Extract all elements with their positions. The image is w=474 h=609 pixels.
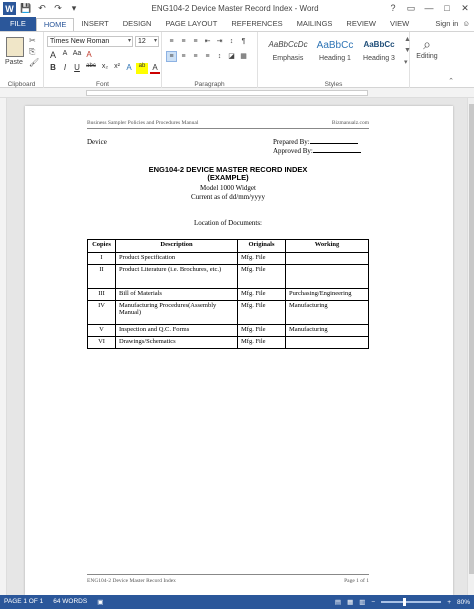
grow-font-icon[interactable]: A	[49, 50, 56, 60]
binoculars-icon: ⌕	[423, 36, 431, 52]
cell-copies: II	[88, 265, 116, 289]
header-right: Bizmanualz.com	[331, 120, 369, 126]
font-label: Font	[95, 81, 109, 88]
cell-originals: Mfg. File	[238, 253, 286, 265]
cell-copies: III	[88, 289, 116, 301]
header-left: Business Sampler Policies and Procedures Manual	[87, 120, 199, 126]
editing-button[interactable]	[412, 36, 442, 60]
table-row	[88, 289, 369, 301]
document-page[interactable]	[25, 106, 453, 595]
ribbon-display-button[interactable]: ▭	[406, 3, 416, 13]
redo-icon[interactable]: ↷	[54, 3, 62, 13]
document-workspace[interactable]	[7, 98, 467, 595]
align-right-icon[interactable]: ≡	[193, 53, 198, 60]
word-logo-icon: W	[3, 2, 16, 15]
cell-originals: Mfg. File	[238, 325, 286, 337]
tab-design[interactable]: DESIGN	[122, 19, 152, 28]
header-divider	[87, 128, 369, 129]
cell-description: Manufacturing Procedures(Assembly Manual)	[116, 301, 238, 325]
maximize-button[interactable]: □	[444, 3, 450, 13]
more-styles-icon[interactable]: ▾	[404, 59, 408, 66]
close-button[interactable]: ✕	[461, 3, 469, 13]
bullets-icon[interactable]: ≡	[169, 38, 174, 45]
paragraph-label: Paragraph	[194, 81, 225, 88]
tab-view[interactable]: VIEW	[390, 19, 410, 28]
device-label: Device	[87, 138, 107, 146]
align-left-icon[interactable]: ≡	[167, 52, 176, 61]
chevron-down-icon[interactable]: ▼	[404, 47, 411, 54]
cell-working: Manufacturing	[286, 325, 369, 337]
undo-icon[interactable]: ↶	[38, 3, 46, 13]
paragraph-row-1	[167, 37, 248, 46]
header-copies: Copies	[88, 240, 116, 253]
header-working: Working	[286, 240, 369, 253]
show-marks-icon[interactable]: ¶	[241, 38, 246, 45]
justify-icon[interactable]: ≡	[205, 53, 210, 60]
model-line: Model 1000 Widget	[200, 184, 256, 192]
style-name: Heading 1	[319, 55, 351, 62]
superscript-button[interactable]: x²	[114, 63, 120, 70]
sort-icon[interactable]: ↕	[229, 38, 234, 45]
scrollbar-thumb[interactable]	[469, 104, 474, 574]
cell-working	[286, 253, 369, 265]
cell-originals: Mfg. File	[238, 265, 286, 289]
editing-label: Editing	[416, 53, 438, 60]
zoom-out-icon[interactable]: −	[371, 598, 376, 606]
font-row-1	[48, 50, 94, 60]
highlight-icon[interactable]: ab	[136, 63, 148, 74]
cell-originals: Mfg. File	[238, 301, 286, 325]
status-left	[0, 598, 103, 606]
paste-icon[interactable]	[6, 37, 24, 57]
print-layout-icon[interactable]: ▦	[347, 599, 354, 606]
tab-home[interactable]: HOME	[36, 18, 75, 31]
zoom-slider[interactable]	[381, 601, 441, 603]
numbering-icon[interactable]: ≡	[181, 38, 186, 45]
style-name: Emphasis	[272, 55, 304, 62]
zoom-slider-thumb[interactable]	[403, 598, 406, 606]
status-bar	[0, 595, 474, 609]
style-sample: AaBbCcDc	[268, 40, 308, 49]
paragraph-group	[162, 32, 258, 89]
header-originals: Originals	[238, 240, 286, 253]
multilevel-list-icon[interactable]: ≡	[193, 38, 198, 45]
footer-divider	[87, 574, 369, 575]
italic-button[interactable]: I	[63, 63, 67, 72]
quick-access-toolbar	[0, 0, 80, 17]
tab-references[interactable]: REFERENCES	[231, 19, 283, 28]
status-right	[335, 598, 470, 606]
tab-file[interactable]: FILE	[0, 17, 36, 31]
underline-button[interactable]: U	[74, 63, 80, 72]
footer-left: ENG104-2 Device Master Record Index	[87, 578, 176, 584]
cell-description: Inspection and Q.C. Forms	[116, 325, 238, 337]
font-color-icon[interactable]: A	[150, 63, 160, 74]
cell-working	[286, 265, 369, 289]
ribbon	[0, 31, 474, 88]
approved-by-label: Approved By:	[273, 147, 313, 155]
title-bar	[0, 0, 474, 17]
style-sample: AaBbCc	[363, 40, 395, 49]
prepared-by-line	[273, 138, 369, 146]
page-count[interactable]: PAGE 1 OF 1	[4, 598, 44, 605]
cell-description: Product Literature (i.e. Brochures, etc.)	[116, 265, 238, 289]
table-row	[88, 301, 369, 325]
location-heading: Location of Documents:	[193, 219, 263, 227]
font-size-select[interactable]	[135, 36, 159, 47]
clipboard-group	[0, 32, 44, 89]
ribbon-tabs	[0, 17, 474, 31]
document-title: ENG104-2 DEVICE MASTER RECORD INDEX	[148, 165, 308, 174]
chevron-down-icon: ▾	[153, 38, 157, 44]
cell-working: Purchasing/Engineering	[286, 289, 369, 301]
window-title: ENG104-2 Device Master Record Index - Word	[151, 4, 319, 13]
footer-right: Page 1 of 1	[344, 578, 369, 584]
style-heading-1[interactable]	[314, 36, 356, 74]
bold-button[interactable]: B	[50, 63, 56, 72]
cell-working	[286, 337, 369, 349]
help-button[interactable]: ?	[390, 3, 396, 13]
clear-formatting-icon[interactable]: A	[86, 50, 92, 59]
current-as-of-line: Current as of dd/mm/yyyy	[190, 193, 266, 201]
documents-table	[87, 239, 369, 349]
font-family-select[interactable]	[47, 36, 133, 47]
proofing-icon[interactable]: ▣	[97, 599, 104, 606]
approved-by-line	[273, 147, 369, 155]
ruler-text-area	[86, 90, 368, 96]
horizontal-ruler[interactable]	[0, 88, 474, 98]
signature-line	[313, 147, 361, 153]
align-center-icon[interactable]: ≡	[181, 53, 186, 60]
clipboard-label: Clipboard	[7, 81, 36, 88]
signature-line	[310, 138, 358, 144]
minimize-button[interactable]: —	[424, 3, 434, 13]
table-row	[88, 337, 369, 349]
web-layout-icon[interactable]: ▥	[359, 599, 366, 606]
cell-copies: VI	[88, 337, 116, 349]
font-family-value: Times New Roman	[50, 38, 110, 45]
sign-in-label: Sign in	[435, 19, 459, 28]
increase-indent-icon[interactable]: ⇥	[216, 38, 223, 45]
table-row	[88, 253, 369, 265]
sign-in-link[interactable]	[435, 17, 470, 31]
style-heading-3[interactable]	[358, 36, 400, 74]
copy-icon[interactable]: ⎘	[29, 47, 36, 56]
tab-insert[interactable]: INSERT	[81, 19, 109, 28]
cell-copies: I	[88, 253, 116, 265]
strikethrough-button[interactable]: abc	[86, 63, 96, 69]
styles-scroll	[404, 36, 411, 66]
cell-originals: Mfg. File	[238, 337, 286, 349]
tab-review[interactable]: REVIEW	[346, 19, 377, 28]
style-sample: AaBbCc	[316, 40, 354, 51]
table-row	[88, 325, 369, 337]
cell-copies: IV	[88, 301, 116, 325]
smiley-icon: ☺	[462, 19, 470, 28]
cell-description: Drawings/Schematics	[116, 337, 238, 349]
table-header-row	[88, 240, 369, 253]
chevron-down-icon: ▾	[127, 38, 131, 44]
read-mode-icon[interactable]: ▤	[334, 599, 342, 606]
styles-group	[258, 32, 410, 89]
collapse-ribbon-icon[interactable]: ⌃	[448, 78, 454, 85]
header-description: Description	[116, 240, 238, 253]
tab-page-layout[interactable]: PAGE LAYOUT	[165, 19, 218, 28]
table-row	[88, 265, 369, 289]
paste-button[interactable]: Paste	[5, 59, 23, 66]
format-painter-icon[interactable]: 🖌	[29, 58, 40, 67]
subscript-button[interactable]: x₂	[101, 63, 109, 70]
vertical-scrollbar[interactable]	[467, 98, 474, 595]
customize-qat-icon[interactable]: ▾	[71, 3, 77, 13]
font-row-2	[48, 63, 160, 74]
style-emphasis[interactable]	[262, 36, 314, 74]
zoom-level[interactable]: 80%	[456, 598, 470, 606]
decrease-indent-icon[interactable]: ⇤	[204, 38, 211, 45]
chevron-up-icon[interactable]: ▲	[404, 36, 411, 43]
font-group	[44, 32, 162, 89]
borders-icon[interactable]: ▦	[240, 53, 247, 60]
line-spacing-icon[interactable]: ↕	[217, 53, 222, 60]
tab-mailings[interactable]: MAILINGS	[296, 19, 333, 28]
word-count[interactable]: 64 WORDS	[53, 598, 88, 605]
cut-icon[interactable]: ✂	[29, 36, 36, 45]
change-case-icon[interactable]: Aa	[72, 50, 82, 57]
vertical-ruler[interactable]	[0, 98, 7, 595]
save-icon[interactable]: 💾	[20, 3, 32, 13]
font-size-value: 12	[138, 38, 146, 45]
shrink-font-icon[interactable]: A	[62, 50, 68, 57]
zoom-in-icon[interactable]: +	[447, 598, 451, 606]
cell-originals: Mfg. File	[238, 289, 286, 301]
text-effects-icon[interactable]: A	[126, 63, 132, 72]
style-name: Heading 3	[363, 55, 395, 62]
cell-description: Product Specification	[116, 253, 238, 265]
window-controls	[384, 0, 474, 17]
styles-label: Styles	[324, 81, 343, 88]
document-subtitle: (EXAMPLE)	[207, 173, 249, 182]
paragraph-row-2	[167, 52, 248, 61]
prepared-by-label: Prepared By:	[273, 138, 310, 146]
cell-working: Manufacturing	[286, 301, 369, 325]
cell-copies: V	[88, 325, 116, 337]
shading-icon[interactable]: ◪	[228, 53, 235, 60]
cell-description: Bill of Materials	[116, 289, 238, 301]
